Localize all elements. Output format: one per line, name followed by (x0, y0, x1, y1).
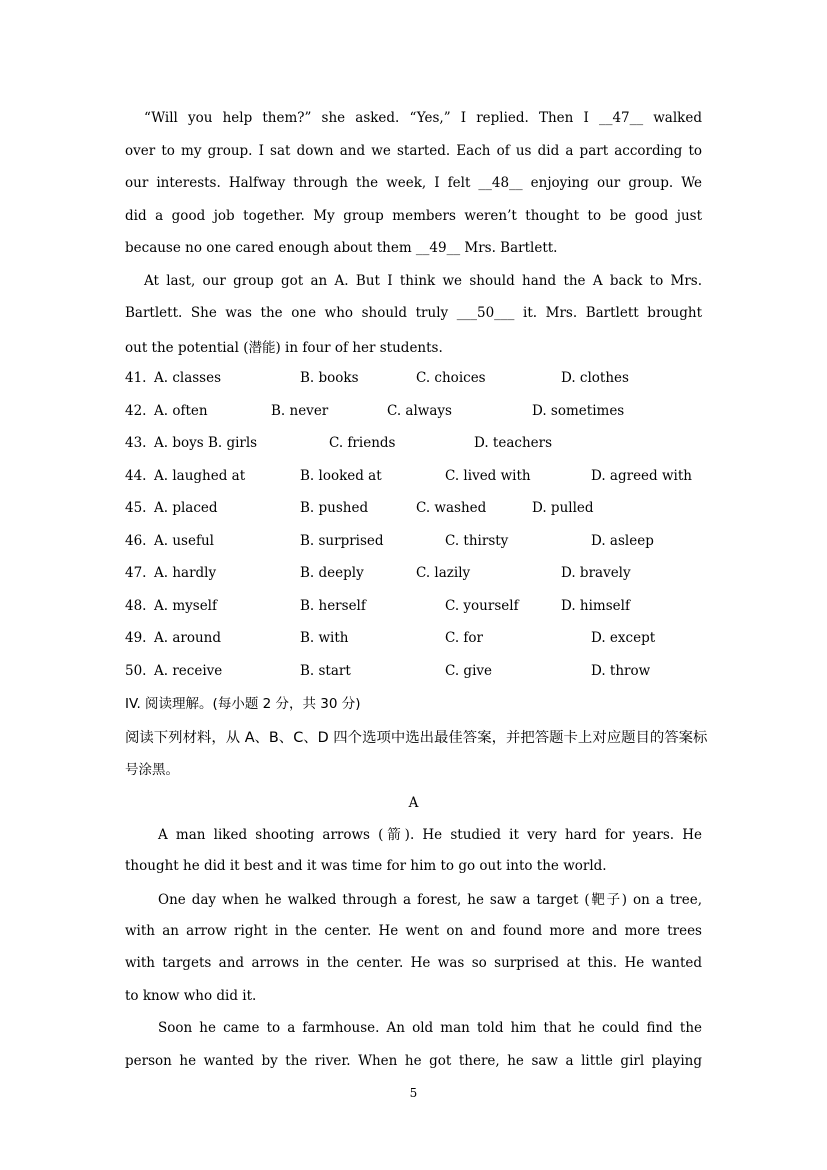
option-a: A. laughed at (154, 468, 246, 484)
passage-a-line: person he wanted by the river. When he got there, he saw a little girl playing (125, 1053, 702, 1069)
question-number: 50. (125, 663, 147, 679)
option-d: D. except (591, 630, 656, 646)
option-c: C. always (387, 403, 452, 419)
option-b: B. never (271, 403, 329, 419)
option-a: A. often (154, 403, 208, 419)
passage-a-line: thought he did it best and it was time for him to go out into the world. (125, 858, 607, 874)
passage-label: A (408, 795, 419, 811)
passage-line: out the potential (潜能) in four of her students. (125, 340, 443, 356)
passage-line: “Will you help them?” she asked. “Yes,” I replied. Then I __47__ walked (144, 110, 702, 126)
option-d: D. himself (561, 598, 630, 614)
question-number: 44. (125, 468, 147, 484)
question-number: 42. (125, 403, 147, 419)
passage-a-line: One day when he walked through a forest, he saw a target (靶子) on a tree, (158, 892, 702, 908)
question-42 (125, 403, 725, 421)
option-a: A. myself (154, 598, 217, 614)
section-heading: IV. 阅读理解。(每小题 2 分，共 30 分) (125, 696, 361, 712)
option-a: A. classes (154, 370, 222, 386)
question-41 (125, 370, 725, 388)
option-c: C. choices (416, 370, 486, 386)
option-d: D. teachers (474, 435, 553, 451)
passage-line: our interests. Halfway through the week, I felt __48__ enjoying our group. We (125, 175, 702, 191)
option-d: D. asleep (591, 533, 654, 549)
option-c: C. yourself (445, 598, 519, 614)
option-b: B. looked at (300, 468, 382, 484)
question-number: 43. (125, 435, 147, 451)
option-a: A. around (154, 630, 221, 646)
option-d: D. bravely (561, 565, 631, 581)
question-number: 41. (125, 370, 147, 386)
option-b: B. pushed (300, 500, 369, 516)
passage-a-line: to know who did it. (125, 988, 257, 1004)
passage-line: did a good job together. My group members weren’t thought to be good just (125, 208, 702, 224)
question-44 (125, 468, 725, 486)
page-number: 5 (409, 1086, 418, 1100)
passage-a-line: Soon he came to a farmhouse. An old man told him that he could find the (158, 1020, 702, 1036)
option-b: B. books (300, 370, 359, 386)
option-b: B. with (300, 630, 349, 646)
question-47 (125, 565, 725, 583)
question-number: 49. (125, 630, 147, 646)
option-c: C. lazily (416, 565, 471, 581)
option-d: D. sometimes (532, 403, 625, 419)
passage-line: because no one cared enough about them __49__ Mrs. Bartlett. (125, 240, 558, 256)
passage-a-line: A man liked shooting arrows (箭). He studied it very hard for years. He (158, 827, 702, 843)
instructions-line: 阅读下列材料，从 A、B、C、D 四个选项中选出最佳答案，并把答题卡上对应题目的答案标 (125, 730, 708, 746)
option-a: A. hardly (154, 565, 217, 581)
option-c: C. friends (329, 435, 396, 451)
option-d: D. pulled (532, 500, 594, 516)
option-b: B. herself (300, 598, 366, 614)
passage-a-line: with targets and arrows in the center. He was so surprised at this. He wanted (125, 955, 702, 971)
question-number: 48. (125, 598, 147, 614)
option-c: C. washed (416, 500, 487, 516)
passage-a-line: with an arrow right in the center. He went on and found more and more trees (125, 923, 702, 939)
option-b: B. surprised (300, 533, 384, 549)
option-a: A. placed (154, 500, 218, 516)
option-d: D. throw (591, 663, 651, 679)
question-number: 47. (125, 565, 147, 581)
question-number: 46. (125, 533, 147, 549)
passage-line: over to my group. I sat down and we started. Each of us did a part according to (125, 143, 702, 159)
question-50 (125, 663, 725, 681)
option-b: B. start (300, 663, 351, 679)
option-d: D. clothes (561, 370, 629, 386)
option-a: A. receive (154, 663, 223, 679)
question-49 (125, 630, 725, 648)
question-46 (125, 533, 725, 551)
option-c: C. thirsty (445, 533, 509, 549)
instructions-line: 号涂黑。 (125, 762, 179, 778)
option-c: C. give (445, 663, 493, 679)
question-45 (125, 500, 725, 518)
question-48 (125, 598, 725, 616)
option-a: A. useful (154, 533, 214, 549)
option-c: C. lived with (445, 468, 531, 484)
option-d: D. agreed with (591, 468, 692, 484)
passage-line: Bartlett. She was the one who should truly ___50___ it. Mrs. Bartlett brought (125, 305, 702, 321)
passage-line: At last, our group got an A. But I think we should hand the A back to Mrs. (144, 273, 702, 289)
option-a: A. boys B. girls (154, 435, 258, 451)
option-b: B. deeply (300, 565, 364, 581)
question-43 (125, 435, 725, 453)
question-number: 45. (125, 500, 147, 516)
option-c: C. for (445, 630, 484, 646)
